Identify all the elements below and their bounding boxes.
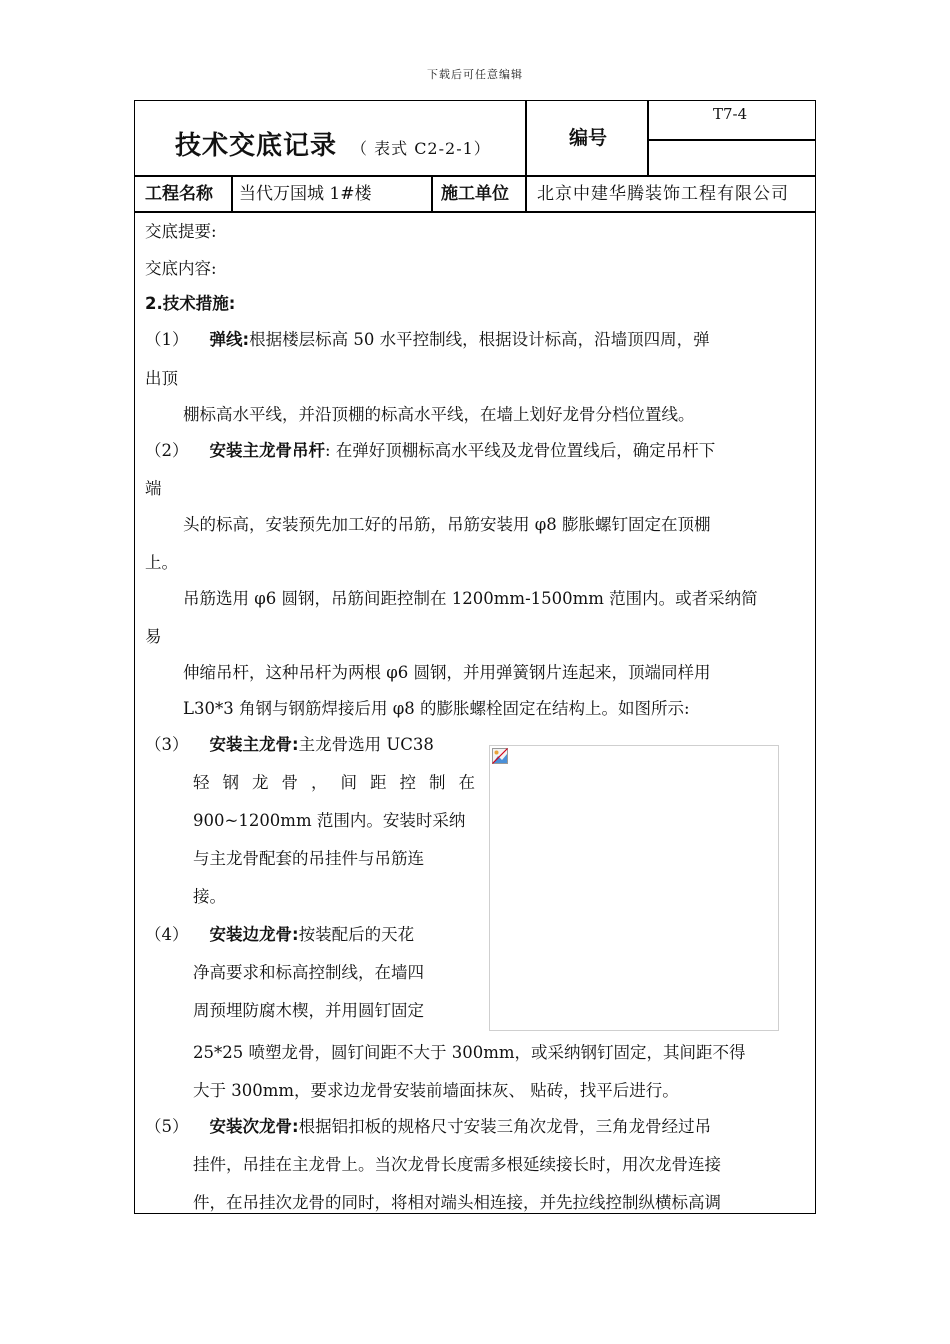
item-text: 按装配后的天花 xyxy=(298,925,415,944)
divider xyxy=(431,175,433,212)
item-3-line xyxy=(145,731,434,755)
item-3-line: 接。 xyxy=(193,887,226,906)
item-number: （5） xyxy=(145,1117,189,1136)
item-2-line: 头的标高，安装预先加工好的吊筋，吊筋安装用 φ8 膨胀螺钉固定在顶棚 xyxy=(183,515,711,534)
form-title-text: 技术交底记录 xyxy=(175,131,338,161)
item-2-line: 端 xyxy=(145,479,162,498)
code-label: 编号 xyxy=(569,127,608,149)
item-2-line: 易 xyxy=(145,627,162,646)
item-4-line xyxy=(145,921,414,945)
item-2-line: 吊筋选用 φ6 圆钢，吊筋间距控制在 1200mm-1500mm 范围内。或者采纳简 xyxy=(183,589,758,608)
content-label: 交底内容: xyxy=(145,259,217,278)
form-code-type: （ 表式 C2-2-1） xyxy=(351,139,491,158)
item-1-line: 棚标高水平线，并沿顶棚的标高水平线，在墙上划好龙骨分档位置线。 xyxy=(183,405,695,424)
divider xyxy=(647,101,649,176)
item-3-line: 轻 钢 龙 骨 ， 间 距 控 制 在 xyxy=(193,773,475,792)
item-4-line: 净高要求和标高控制线，在墙四 xyxy=(193,963,424,982)
section-heading xyxy=(145,290,235,314)
item-number: （4） xyxy=(145,925,189,944)
item-5-line: 件，在吊挂次龙骨的同时，将相对端头相连接，并先拉线控制纵横标高调 xyxy=(193,1193,721,1212)
divider xyxy=(135,211,815,213)
item-2-line: 上。 xyxy=(145,553,178,572)
item-3-line: 900~1200mm 范围内。安装时采纳 xyxy=(193,811,466,830)
construction-unit-value: 北京中建华腾装饰工程有限公司 xyxy=(537,184,789,204)
item-text: 根据楼层标高 50 水平控制线，根据设计标高，沿墙顶四周，弹 xyxy=(249,330,710,349)
project-name-label: 工程名称 xyxy=(145,184,213,204)
header-note: 下载后可任意编辑 xyxy=(427,68,523,81)
item-title: 安装次龙骨: xyxy=(209,1117,299,1136)
item-number: （1） xyxy=(145,330,189,349)
project-name-value: 当代万国城 1#楼 xyxy=(239,184,372,204)
item-title: 安装主龙骨: xyxy=(209,735,299,754)
item-number: （3） xyxy=(145,735,189,754)
construction-unit-label: 施工单位 xyxy=(441,184,509,204)
form-title xyxy=(175,125,491,162)
divider xyxy=(647,139,815,141)
item-1-line xyxy=(145,326,710,350)
code-value: T7-4 xyxy=(713,105,748,123)
figure-image-placeholder xyxy=(489,745,779,1031)
item-number: （2） xyxy=(145,441,189,460)
summary-label: 交底提要: xyxy=(145,222,217,241)
item-text: 根据铝扣板的规格尺寸安装三角次龙骨，三角龙骨经过吊 xyxy=(298,1117,712,1136)
divider xyxy=(135,175,815,177)
item-5-line: 挂件，吊挂在主龙骨上。当次龙骨长度需多根延续接长时，用次龙骨连接 xyxy=(193,1155,721,1174)
item-2-line xyxy=(145,437,715,461)
item-title: 安装主龙骨吊杆 xyxy=(209,441,325,460)
divider xyxy=(525,101,527,212)
item-2-line: 伸缩吊杆，这种吊杆为两根 φ6 圆钢，并用弹簧钢片连起来，顶端同样用 xyxy=(183,663,711,682)
item-1-line: 出顶 xyxy=(145,369,178,388)
tech-disclosure-form xyxy=(134,100,816,1214)
item-4-line: 周预埋防腐木楔，并用圆钉固定 xyxy=(193,1001,424,1020)
item-2-line: L30*3 角钢与钢筋焊接后用 φ8 的膨胀螺栓固定在结构上。如图所示: xyxy=(183,699,690,718)
item-5-line xyxy=(145,1113,711,1137)
broken-image-icon xyxy=(492,748,508,764)
item-text: : 在弹好顶棚标高水平线及龙骨位置线后，确定吊杆下 xyxy=(324,441,716,460)
item-title: 弹线: xyxy=(209,330,250,349)
item-title: 安装边龙骨: xyxy=(209,925,299,944)
divider xyxy=(231,175,233,212)
item-4-line: 大于 300mm，要求边龙骨安装前墙面抹灰、 贴砖，找平后进行。 xyxy=(193,1081,679,1100)
item-text: 主龙骨选用 UC38 xyxy=(298,735,434,754)
section-heading-text: 2.技术措施: xyxy=(145,294,236,313)
item-3-line: 与主龙骨配套的吊挂件与吊筋连 xyxy=(193,849,424,868)
item-4-line: 25*25 喷塑龙骨，圆钉间距不大于 300mm，或采纳钢钉固定，其间距不得 xyxy=(193,1043,746,1062)
